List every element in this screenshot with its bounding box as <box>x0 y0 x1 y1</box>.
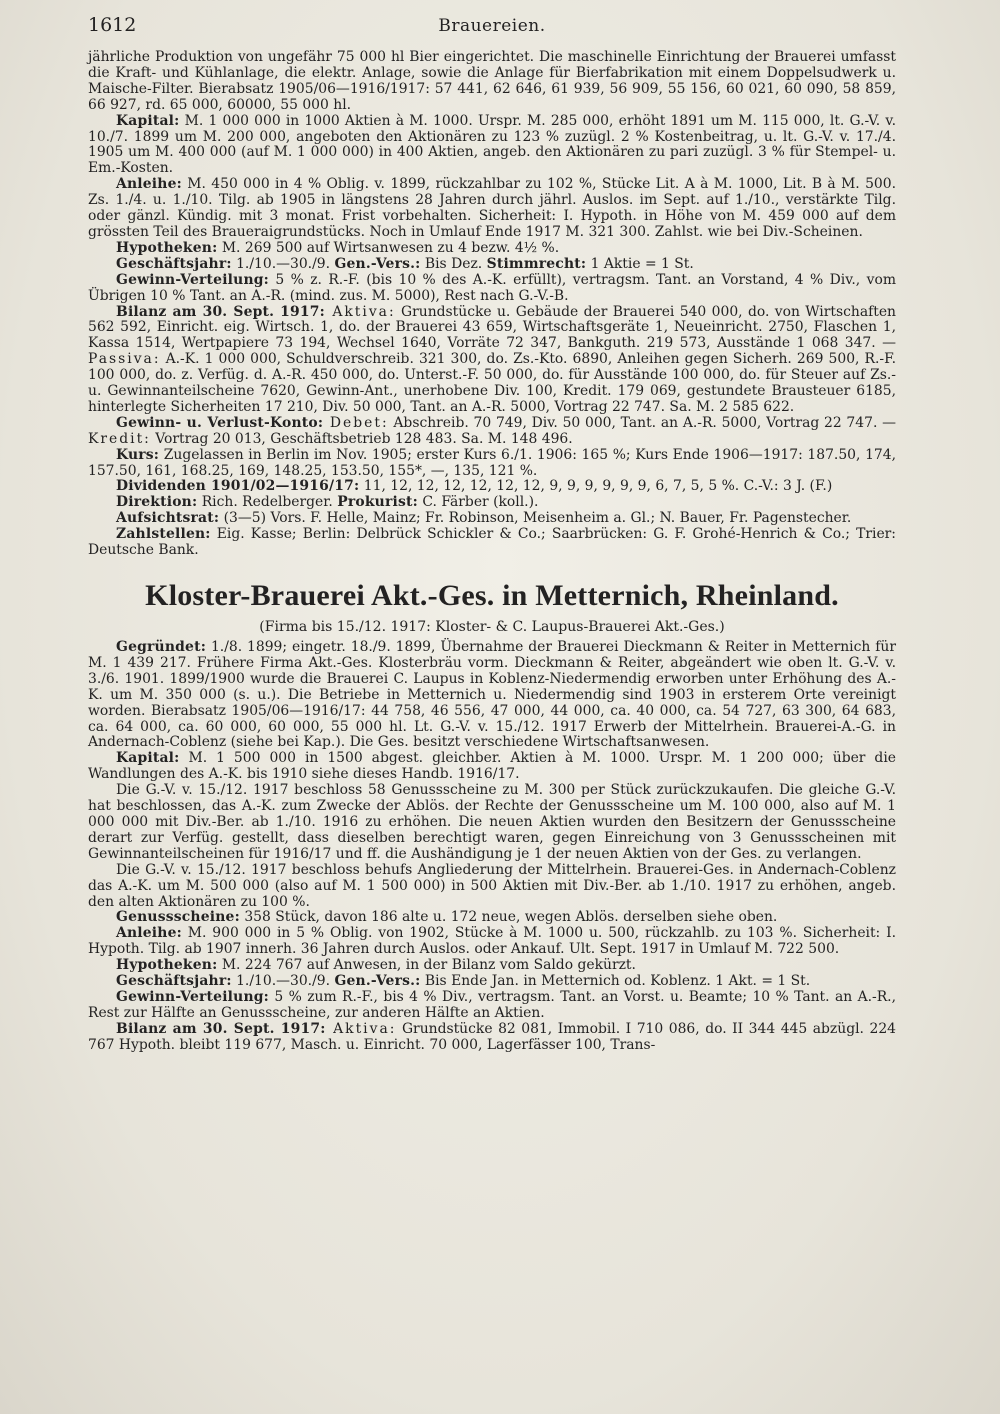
geschaeftsjahr-text: 1./10.—30./9. <box>231 255 335 272</box>
kapital-text-2: M. 1 500 000 in 1500 abgest. gleichber. Aktien à M. 1000. Urspr. M. 1 200 000; über die Wandlungen des A.-K. bis 1910 siehe dieses Handb. 1916/17. <box>88 750 896 783</box>
genussscheine-text: 358 Stück, davon 186 alte u. 172 neue, wegen Ablös. derselben siehe oben. <box>239 909 778 926</box>
gewinn-verlust-label: Gewinn- u. Verlust-Konto: <box>116 414 324 431</box>
prokurist-text: C. Färber (koll.). <box>417 494 539 511</box>
anleihe-paragraph-2 <box>88 926 896 958</box>
dividenden-text: 11, 12, 12, 12, 12, 12, 12, 9, 9, 9, 9, 9, 9, 6, 7, 5, 5 %. C.-V.: 3 J. (F.) <box>359 478 833 495</box>
page-header <box>88 14 896 50</box>
kurs-text: Zugelassen in Berlin im Nov. 1905; erster Kurs 6./1. 1906: 165 %; Kurs Ende 1906—1917: 187.50, 174, 157.50, 161, 168.25, 169, 148.25, 153.50, 155*, —, 135, 121 %. <box>88 446 896 479</box>
gegruendet-paragraph <box>88 640 896 751</box>
aktiva-label: Aktiva: <box>324 303 396 320</box>
genussscheine-label: Genussscheine: <box>116 909 240 926</box>
kurs-label: Kurs: <box>116 446 160 463</box>
debet-text: Abschreib. 70 749, Div. 50 000, Tant. an A.-R. 5000, Vortrag 22 747. — <box>388 414 896 431</box>
passiva-label: Passiva: <box>88 351 161 368</box>
section-brewery-continued <box>88 50 896 559</box>
gen-vers-text: Bis Dez. <box>420 255 487 272</box>
geschaeftsjahr-label: Geschäftsjahr: <box>116 255 232 272</box>
prokurist-label: Prokurist: <box>337 494 418 511</box>
anleihe-label-2: Anleihe: <box>116 925 182 942</box>
company-subtitle: (Firma bis 15./12. 1917: Kloster- & C. Laupus-Brauerei Akt.-Ges.) <box>259 619 725 635</box>
kredit-text: Vortrag 20 013, Geschäftsbetrieb 128 483. Sa. M. 148 496. <box>150 430 573 447</box>
geschaeftsjahr-text-2: 1./10.—30./9. <box>231 973 335 990</box>
bilanz-label: Bilanz am 30. Sept. 1917: <box>116 303 325 320</box>
hypotheken-paragraph-2 <box>88 958 896 974</box>
gewinn-verteilung-text-2: 5 % zum R.-F., bis 4 % Div., vertragsm. Tant. an Vorst. u. Beamte; 10 % Tant. an A.-R., Rest zur Hälfte an Genussscheine, zur anderen Hälfte an Aktien. <box>88 988 896 1021</box>
gewinn-verteilung-paragraph-2 <box>88 990 896 1022</box>
hypotheken-label: Hypotheken: <box>116 239 218 256</box>
direktion-paragraph <box>88 495 896 511</box>
stimmrecht-label: Stimmrecht: <box>486 255 587 272</box>
gewinn-verlust-paragraph <box>88 416 896 448</box>
bilanz-paragraph <box>88 305 896 416</box>
section-kloster-brauerei <box>88 640 896 1054</box>
bilanz-label-2: Bilanz am 30. Sept. 1917: <box>116 1020 326 1037</box>
gewinn-verteilung-paragraph <box>88 273 896 305</box>
direktion-label: Direktion: <box>116 494 198 511</box>
zahlstellen-text: Eig. Kasse; Berlin: Delbrück Schickler & Co.; Saarbrücken: G. F. Grohé-Henrich & Co.; Trier: Deutsche Bank. <box>88 526 896 559</box>
zahlstellen-paragraph <box>88 527 896 559</box>
page-number: 1612 <box>88 14 137 36</box>
bilanz-paragraph-2 <box>88 1022 896 1054</box>
kapital-label-2: Kapital: <box>116 750 180 767</box>
hypotheken-text: M. 269 500 auf Wirtsanwesen zu 4 bezw. 4½ %. <box>217 239 560 256</box>
hypotheken-paragraph <box>88 241 896 257</box>
intro-paragraph: jährliche Produktion von ungefähr 75 000 hl Bier eingerichtet. Die maschinelle Einrichtung der Brauerei umfasst die Kraft- und Kühlanlage, die elektr. Anlage, sowie die Anlage für Bierfabrikation mit einem Doppelsudwerk u. Maische-Filter. Bierabsatz 1905/06—1916/1917: 57 441, 62 646, 61 939, 56 909, 55 156, 60 021, 60 090, 58 859, 66 927, rd. 65 000, 60000, 55 000 hl. <box>88 49 896 113</box>
debet-label: Debet: <box>323 414 389 431</box>
company-title: Kloster-Brauerei Akt.-Ges. in Metternich, Rheinland. <box>145 579 839 612</box>
gv-genussscheine-paragraph: Die G.-V. v. 15./12. 1917 beschloss 58 Genussscheine zu M. 300 per Stück zurückzukaufen. Die gleiche G.-V. hat beschlossen, das A.-K. zum Zwecke der Ablös. der Rechte der Genussscheine um M. 100 000, also auf M. 1 000 000 mit Div.-Ber. ab 1./10. 1916 zu erhöhen. Die neuen Aktien wurden den Besitzern der Genussscheine derart zur Verfüg. gestellt, dass dieselben berechtigt waren, gegen Einreichung von 3 Genussscheinen mit Gewinnanteilscheinen für 1916/17 und ff. die Aushändigung je 1 der neuen Aktien von der Ges. zu verlangen. <box>88 782 896 862</box>
aufsichtsrat-text: (3—5) Vors. F. Helle, Mainz; Fr. Robinson, Meisenheim a. Gl.; N. Bauer, Fr. Pagenstecher. <box>219 510 852 527</box>
running-head: Brauereien. <box>438 16 546 36</box>
passiva-text: A.-K. 1 000 000, Schuldverschreib. 321 300, do. Zs.-Kto. 6890, Anleihen gegen Sicherh. 269 500, R.-F. 100 000, do. z. Verfüg. d. A.-R. 450 000, do. Unterst.-F. 50 000, do. für Ausstände 100 000, do. für Steuer auf Zs.- u. Gewinnanteilscheine 7620, Gewinn-Ant., unerhobene Div. 100, Kredit. 179 069, gestundete Brausteuer 6185, hinterlegte Sicherheiten 17 210, Div. 50 000, Tant. an A.-R. 5000, Vortrag 22 747. Sa. M. 2 585 622. <box>88 351 896 415</box>
geschaeftsjahr-paragraph-2 <box>88 974 896 990</box>
anleihe-label: Anleihe: <box>116 176 182 193</box>
direktion-text: Rich. Redelberger. <box>197 494 338 511</box>
anleihe-paragraph <box>88 177 896 241</box>
kapital-label: Kapital: <box>116 112 180 129</box>
geschaeftsjahr-label-2: Geschäftsjahr: <box>116 973 232 990</box>
gewinn-verteilung-label: Gewinn-Verteilung: <box>116 271 269 288</box>
kapital-text: M. 1 000 000 in 1000 Aktien à M. 1000. Urspr. M. 285 000, erhöht 1891 um M. 115 000, lt. G.-V. v. 10./7. 1899 um M. 200 000, angeboten den Aktionären zu 123 % zuzügl. 2 % Kostenbeitrag, u. lt. G.-V. v. 17./4. 1905 um M. 400 000 (auf M. 1 000 000) in 400 Aktien, angeb. den Aktionären zu pari zuzügl. 3 % für Stempel- u. Em.-Kosten. <box>88 112 896 177</box>
kapital-paragraph <box>88 114 896 178</box>
hypotheken-label-2: Hypotheken: <box>116 957 218 974</box>
genussscheine-paragraph <box>88 910 896 926</box>
anleihe-text: M. 450 000 in 4 % Oblig. v. 1899, rückzahlbar zu 102 %, Stücke Lit. A à M. 1000, Lit. B à M. 500. Zs. 1./4. u. 1./10. Tilg. ab 1905 in längstens 28 Jahren durch jährl. Auslos. im Sept. auf 1./10., verstärkte Tilg. oder gänzl. Kündig. mit 3 monat. Frist vorbehalten. Sicherheit: I. Hypoth. in Höhe von M. 459 000 auf dem grössten Teil des Braueraigrundstücks. Noch in Umlauf Ende 1917 M. 321 300. Zahlst. wie bei Div.-Scheinen. <box>88 176 896 240</box>
aktiva-label-2: Aktiva: <box>325 1020 397 1037</box>
aktiva-text-2: Grundstücke 82 081, Immobil. I 710 086, do. II 344 445 abzügl. 224 767 Hypoth. bleibt 119 677, Masch. u. Einricht. 70 000, Lagerfässer 100, Trans- <box>88 1020 896 1053</box>
aufsichtsrat-paragraph <box>88 511 896 527</box>
stimmrecht-text: 1 Aktie = 1 St. <box>586 255 694 272</box>
aufsichtsrat-label: Aufsichtsrat: <box>116 510 220 527</box>
kredit-label: Kredit: <box>88 430 151 447</box>
gen-vers-text-2: Bis Ende Jan. in Metternich od. Koblenz. 1 Akt. = 1 St. <box>420 973 811 990</box>
aktiva-text: Grundstücke u. Gebäude der Brauerei 540 000, do. von Wirtschaften 562 592, Einricht. eig. Wirtsch. 1, do. der Brauerei 43 659, Wirtschaftsgeräte 1, Neueinricht. 2750, Flaschen 1, Kassa 1514, Wertpapiere 73 194, Wechsel 1640, Vorräte 72 347, Bankguth. 219 573, Ausstände 1 068 347. — <box>88 303 897 352</box>
geschaeftsjahr-paragraph <box>88 257 896 273</box>
hypotheken-text-2: M. 224 767 auf Anwesen, in der Bilanz vom Saldo gekürzt. <box>217 957 636 974</box>
kurs-paragraph <box>88 448 896 480</box>
dividenden-label: Dividenden 1901/02—1916/17: <box>116 478 360 495</box>
gewinn-verteilung-text: 5 % z. R.-F. (bis 10 % des A.-K. erfüllt), vertragsm. Tant. an Vorstand, 4 % Div., vom Übrigen 10 % Tant. an A.-R. (mind. zus. M. 5000), Rest nach G.-V.-B. <box>88 271 896 304</box>
zahlstellen-label: Zahlstellen: <box>116 526 211 543</box>
gegruendet-text: 1./8. 1899; eingetr. 18./9. 1899, Übernahme der Brauerei Dieckmann & Reiter in Metternich für M. 1 439 217. Frühere Firma Akt.-Ges. Klosterbräu vorm. Dieckmann & Reiter, abgeändert wie oben lt. G.-V. v. 3./6. 1901. 1899/1900 wurde die Brauerei C. Laupus in Koblenz-Niedermendig erworben unter Erhöhung des A.-K. um M. 350 000 (s. u.). Die Betriebe in Metternich u. Niedermendig sind 1903 in ersterem Orte vereinigt worden. Bierabsatz 1905/06—1916/17: 44 758, 46 556, 47 000, 44 000, ca. 40 000, ca. 54 727, 63 300, 64 683, ca. 64 000, ca. 60 000, 60 000, 55 000 hl. Lt. G.-V. v. 15./12. 1917 Erwerb der Mittelrhein. Brauerei-A.-G. in Andernach-Coblenz (siehe bei Kap.). Die Ges. besitzt verschiedene Wirtschaftsanwesen. <box>88 639 896 751</box>
kapital-paragraph-2 <box>88 751 896 783</box>
gv-angliederung-paragraph: Die G.-V. v. 15./12. 1917 beschloss behufs Angliederung der Mittelrhein. Brauerei-Ges. in Andernach-Coblenz das A.-K. um M. 500 000 (also auf M. 1 500 000) in 500 Aktien mit Div.-Ber. ab 1./10. 1917 zu erhöhen, angeb. den alten Aktionären zu 100 %. <box>88 861 896 910</box>
anleihe-text-2: M. 900 000 in 5 % Oblig. von 1902, Stücke à M. 1000 u. 500, rückzahlb. zu 103 %. Sicherheit: I. Hypoth. Tilg. ab 1907 innerh. 36 Jahren durch Auslos. oder Ankauf. Ult. Sept. 1917 in Umlauf M. 722 500. <box>88 925 896 958</box>
gewinn-verteilung-label-2: Gewinn-Verteilung: <box>116 988 269 1005</box>
gen-vers-label: Gen.-Vers.: <box>334 255 421 272</box>
gen-vers-label-2: Gen.-Vers.: <box>334 973 421 990</box>
dividenden-paragraph <box>88 479 896 495</box>
gegruendet-label: Gegründet: <box>116 639 207 655</box>
